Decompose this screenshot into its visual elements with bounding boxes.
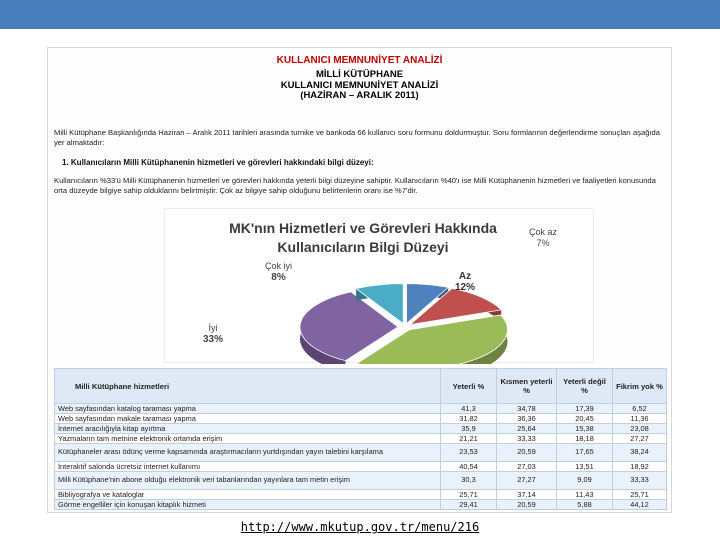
chart-title-line: Kullanıcıların Bilgi Düzeyi xyxy=(277,239,449,255)
percent-cell: 38,24 xyxy=(613,444,667,462)
table-row xyxy=(55,414,667,424)
percent-cell: 25,71 xyxy=(441,490,497,500)
service-name-cell: Yazmaların tam metnine elektronik ortamda erişim xyxy=(55,434,441,444)
service-name-cell: İnternet aracılığıyla kitap ayırtma xyxy=(55,424,441,434)
percent-cell: 41,3 xyxy=(441,404,497,414)
intro-paragraph: Milli Kütüphane Başkanlığında Haziran – Aralık 2011 tarihleri arasında turnike ve bankoda 66 kullanıcı soru formunu doldurmuştur. Soru formlarının değerlendirme sonuçları aşağıda yer almaktadır: xyxy=(54,128,661,147)
label-cok-az xyxy=(529,227,557,249)
label-value: 12% xyxy=(455,282,476,293)
subtitle-line: KULLANICI MEMNUNİYET ANALİZİ xyxy=(280,79,439,91)
label-text: Az xyxy=(458,271,472,282)
percent-cell: 9,09 xyxy=(557,472,613,490)
label-cok-iyi xyxy=(265,261,292,283)
percent-cell: 44,12 xyxy=(613,500,667,510)
table-header: Yeterli % xyxy=(441,369,497,404)
percent-cell: 30,3 xyxy=(441,472,497,490)
percent-cell: 29,41 xyxy=(441,500,497,510)
percent-cell: 27,27 xyxy=(613,434,667,444)
subtitle-line: (HAZİRAN – ARALIK 2011) xyxy=(300,90,419,101)
section-number: 1. xyxy=(62,158,69,167)
percent-cell: 23,08 xyxy=(613,424,667,434)
percent-cell: 27,03 xyxy=(497,462,557,472)
document-subtitle xyxy=(48,70,671,102)
percent-cell: 15,38 xyxy=(557,424,613,434)
percent-cell: 33,33 xyxy=(613,472,667,490)
percent-cell: 11,36 xyxy=(613,414,667,424)
service-name-cell: İnteraktif salonda ücretsiz internet kullanımı xyxy=(55,462,441,472)
percent-cell: 20,59 xyxy=(497,500,557,510)
services-table xyxy=(54,368,667,510)
table-row xyxy=(55,434,667,444)
label-text: Çok az xyxy=(529,227,558,237)
section-heading-text: Kullanıcıların Milli Kütüphanenin hizmetleri ve görevleri hakkındaki bilgi düzeyi: xyxy=(70,158,374,167)
service-name-cell: Görme engelliler için konuşan kitaplık hizmeti xyxy=(55,500,441,510)
percent-cell: 23,53 xyxy=(441,444,497,462)
label-value: 8% xyxy=(271,272,286,283)
table-header: Fikrim yok % xyxy=(613,369,667,404)
source-link[interactable]: http://www.mkutup.gov.tr/menu/216 xyxy=(240,520,480,534)
table-row xyxy=(55,404,667,414)
percent-cell: 36,36 xyxy=(497,414,557,424)
percent-cell: 37,14 xyxy=(497,490,557,500)
percent-cell: 17,65 xyxy=(557,444,613,462)
percent-cell: 31,82 xyxy=(441,414,497,424)
label-iyi xyxy=(203,323,223,345)
percent-cell: 13,51 xyxy=(557,462,613,472)
table-row xyxy=(55,424,667,434)
service-name-cell: Milli Kütüphane'nin abone olduğu elektronik veri tabanlarından yayınlara tam metin erişim xyxy=(55,472,441,490)
table-header: Milli Kütüphane hizmetleri xyxy=(55,369,441,404)
percent-cell: 25,71 xyxy=(613,490,667,500)
table-row xyxy=(55,444,667,462)
label-text: İyi xyxy=(208,323,218,333)
percent-cell: 35,9 xyxy=(441,424,497,434)
subtitle-line: MİLLİ KÜTÜPHANE xyxy=(315,69,404,80)
label-text: Çok iyi xyxy=(265,261,293,271)
percent-cell: 40,54 xyxy=(441,462,497,472)
table-row xyxy=(55,472,667,490)
percent-cell: 18,92 xyxy=(613,462,667,472)
percent-cell: 20,45 xyxy=(557,414,613,424)
service-name-cell: Bibliyografya ve kataloglar xyxy=(55,490,441,500)
section-heading xyxy=(62,158,374,167)
label-az xyxy=(455,271,475,293)
percent-cell: 20,59 xyxy=(497,444,557,462)
service-name-cell: Kütüphaneler arası ödünç verme kapsamında araştırmacıların yurtdışından yayın talebini karşılama xyxy=(55,444,441,462)
table-row xyxy=(55,500,667,510)
percent-cell: 27,27 xyxy=(497,472,557,490)
label-value: 7% xyxy=(536,238,550,248)
service-name-cell: Web sayfasından makale taraması yapma xyxy=(55,414,441,424)
document-scan xyxy=(47,47,672,513)
percent-cell: 18,18 xyxy=(557,434,613,444)
label-value: 33% xyxy=(203,334,224,345)
section-paragraph: Kullanıcıların %33'ü Milli Kütüphanenin hizmetleri ve görevleri hakkında yeterli bilgi düzeyine sahiptir. Kullanıcıların %40'ı ise Milli Kütüphanenin hizmetleri ve faaliyetleri konusunda orta düzeyde bilgiye sahip olduklarını belirtmiştir. Çok az bilgiye sahip olduğunu belirtenlerin oranı ise %7'dir. xyxy=(54,176,656,195)
service-name-cell: Web sayfasından katalog taraması yapma xyxy=(55,404,441,414)
percent-cell: 25,64 xyxy=(497,424,557,434)
table-header: Kısmen yeterli % xyxy=(497,369,557,404)
percent-cell: 33,33 xyxy=(497,434,557,444)
top-banner xyxy=(0,0,720,29)
percent-cell: 6,52 xyxy=(613,404,667,414)
percent-cell: 21,21 xyxy=(441,434,497,444)
table-row xyxy=(55,462,667,472)
document-title: KULLANICI MEMNUNİYET ANALİZİ xyxy=(276,55,443,66)
percent-cell: 5,88 xyxy=(557,500,613,510)
percent-cell: 11,43 xyxy=(557,490,613,500)
table-row xyxy=(55,490,667,500)
percent-cell: 34,78 xyxy=(497,404,557,414)
percent-cell: 17,39 xyxy=(557,404,613,414)
table-header: Yeterli değil % xyxy=(557,369,613,404)
chart-title-line: MK'nın Hizmetleri ve Görevleri Hakkında xyxy=(229,220,497,236)
pie-chart xyxy=(164,208,594,363)
